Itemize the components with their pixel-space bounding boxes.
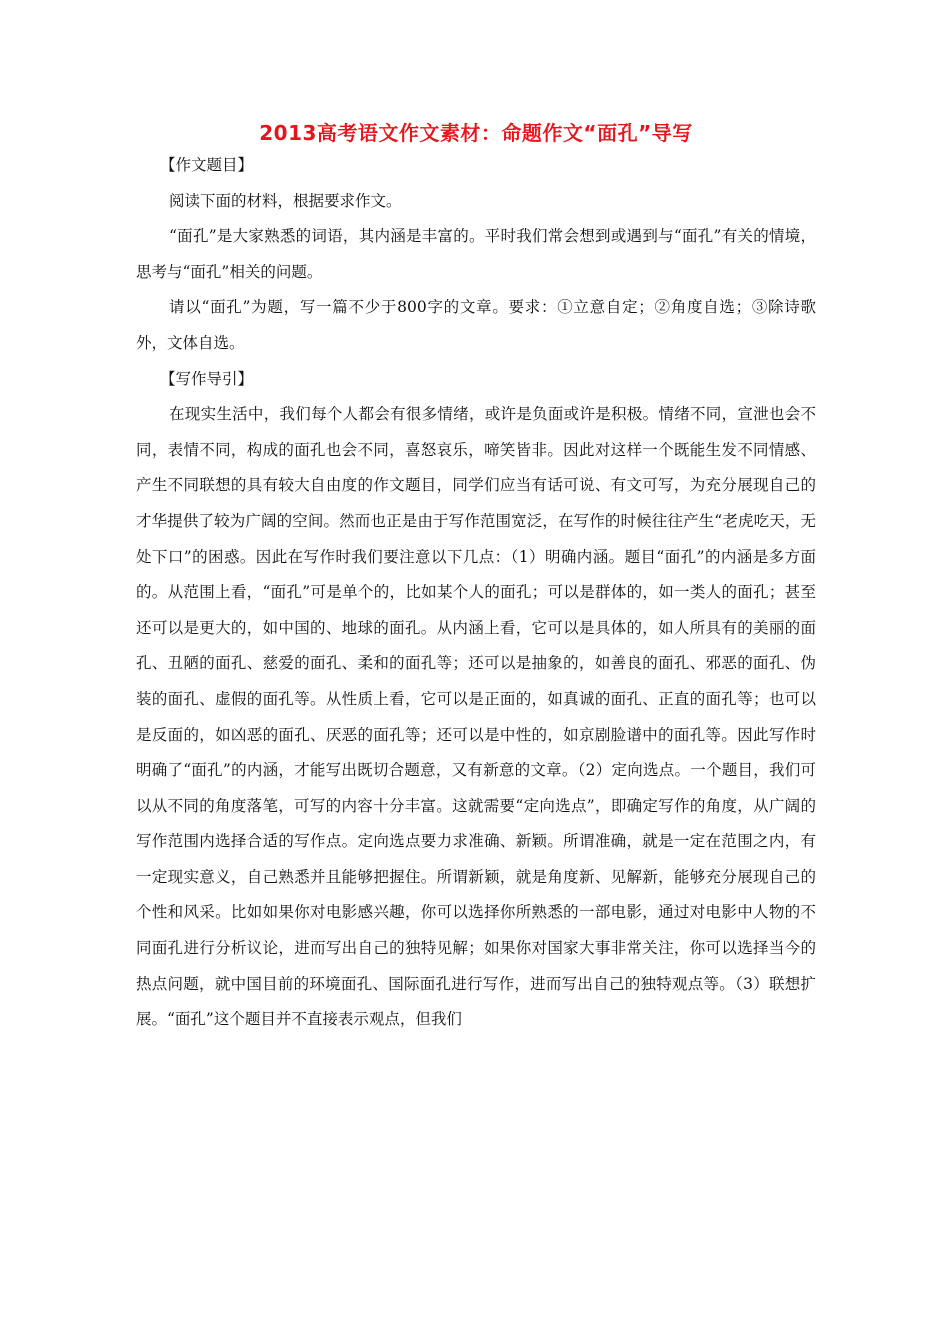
prompt-material: “面孔”是大家熟悉的词语，其内涵是丰富的。平时我们常会想到或遇到与“面孔”有关的情境，思考与“面孔”相关的问题。: [136, 227, 816, 281]
section-heading-topic: 【作文题目】: [160, 156, 254, 174]
document-body: [136, 148, 816, 1038]
section-heading-guide: 【写作导引】: [160, 369, 254, 388]
document-page: [136, 118, 816, 1038]
prompt-requirement: 请以“面孔”为题，写一篇不少于800字的文章。要求：①立意自定；②角度自选；③除诗歌外，文体自选。: [136, 298, 816, 352]
guide-paragraph: 在现实生活中，我们每个人都会有很多情绪，或许是负面或许是积极。情绪不同，宣泄也会不同，表情不同，构成的面孔也会不同，喜怒哀乐，啼笑皆非。因此对这样一个既能生发不同情感、产生不同联想的具有较大自由度的作文题目，同学们应当有话可说、有文可写，为充分展现自己的才华提供了较为广阔的空间。然而也正是由于写作范围宽泛，在写作的时候往往产生“老虎吃天，无处下口”的困惑。因此在写作时我们要注意以下几点：（1）明确内涵。题目“面孔”的内涵是多方面的。从范围上看，“面孔”可是单个的，比如某个人的面孔；可以是群体的，如一类人的面孔；甚至还可以是更大的，如中国的、地球的面孔。从内涵上看，它可以是具体的，如人所具有的美丽的面孔、丑陋的面孔、慈爱的面孔、柔和的面孔等；还可以是抽象的，如善良的面孔、邪恶的面孔、伪装的面孔、虚假的面孔等。从性质上看，它可以是正面的，如真诚的面孔、正直的面孔等；也可以是反面的，如凶恶的面孔、厌恶的面孔等；还可以是中性的，如京剧脸谱中的面孔等。因此写作时明确了“面孔”的内涵，才能写出既切合题意，又有新意的文章。（2）定向选点。一个题目，我们可以从不同的角度落笔，可写的内容十分丰富。这就需要“定向选点”，即确定写作的角度，从广阔的写作范围内选择合适的写作点。定向选点要力求准确、新颖。所谓准确，就是一定在范围之内，有一定现实意义，自己熟悉并且能够把握住。所谓新颖，就是角度新、见解新，能够充分展现自己的个性和风采。比如如果你对电影感兴趣，你可以选择你所熟悉的一部电影，通过对电影中人物的不同面孔进行分析议论，进而写出自己的独特见解；如果你对国家大事非常关注，你可以选择当今的热点问题，就中国目前的环境面孔、国际面孔进行写作，进而写出自己的独特观点等。（3）联想扩展。“面孔”这个题目并不直接表示观点，但我们: [136, 405, 816, 1029]
prompt-intro: 阅读下面的材料，根据要求作文。: [169, 191, 402, 210]
document-title: 2013高考语文作文素材：命题作文“面孔”导写: [259, 121, 693, 145]
